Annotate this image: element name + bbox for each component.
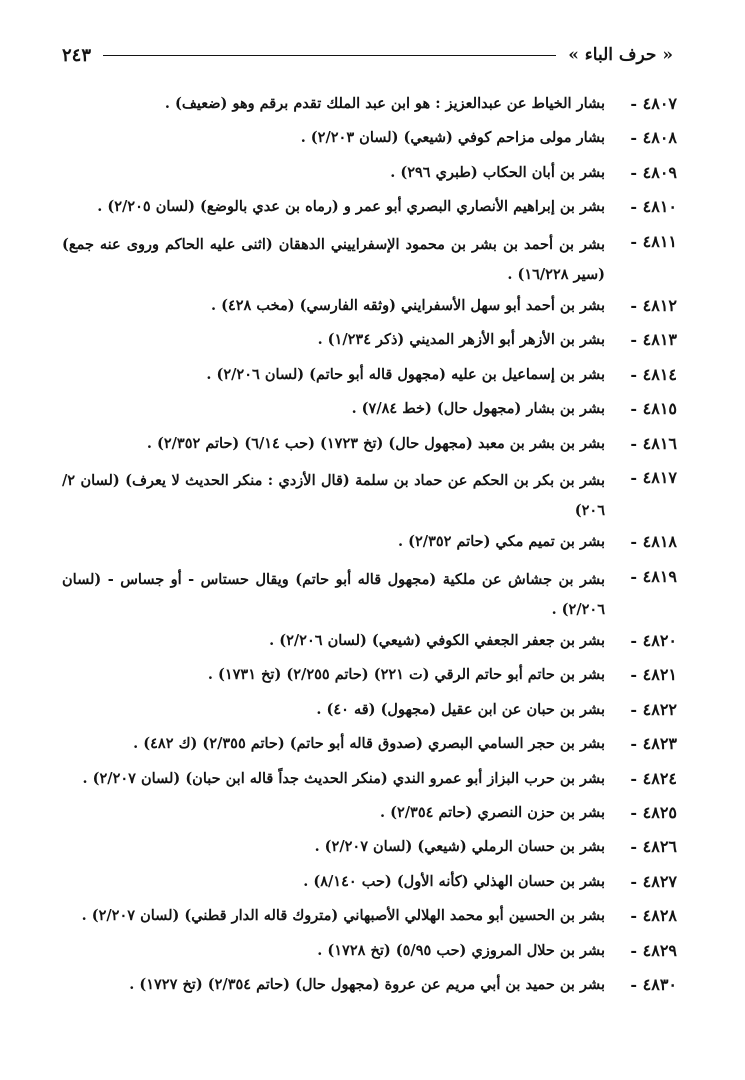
- entry-4811: [62, 230, 677, 290]
- header-rule: [103, 55, 556, 56]
- entry-4807: [62, 92, 677, 122]
- entry-number: ٤٨٠٩ -: [630, 162, 677, 182]
- entry-text: بشر بن تميم مكي (حاتم ٢/٣٥٢) .: [398, 533, 605, 551]
- entry-4820: [62, 629, 677, 659]
- entry-text: بشر بن الحسين أبو محمد الهلالي الأصبهاني (متروك قاله الدار قطني) (لسان ٢/٢٠٧) .: [81, 907, 605, 925]
- page-number: ٢٤٣: [62, 44, 92, 66]
- entry-text: بشر بن بشار (مجهول حال) (خط ٧/٨٤) .: [351, 400, 605, 418]
- entry-text: بشر بن حلال المروزي (حب ٥/٩٥) (تخ ١٧٢٨) .: [317, 941, 605, 959]
- entry-text: بشر بن حميد بن أبي مريم عن عروة (مجهول حال) (حاتم ٢/٣٥٤) (تخ ١٧٢٧) .: [129, 975, 605, 993]
- entry-text: بشر بن حجر السامي البصري (صدوق قاله أبو حاتم) (حاتم ٢/٣٥٥) (ك ٤٨٢) .: [133, 735, 605, 753]
- entry-4809: [62, 161, 677, 191]
- entry-text: بشر بن جعفر الجعفي الكوفي (شيعي) (لسان ٢/٢٠٦) .: [269, 632, 605, 650]
- entry-text: بشر بن حرب البزاز أبو عمرو الندي (منكر الحديث جداً قاله ابن حبان) (لسان ٢/٢٠٧) .: [82, 769, 605, 787]
- entry-number: ٤٨٠٨ -: [630, 128, 677, 148]
- entry-4825: [62, 801, 677, 831]
- entry-text: بشر بن حبان عن ابن عقيل (مجهول) (قه ٤٠) .: [316, 700, 605, 718]
- entry-4824: [62, 767, 677, 797]
- entry-number: ٤٨١٦ -: [630, 433, 677, 453]
- page-header: [62, 40, 673, 70]
- entry-4822: [62, 698, 677, 728]
- entry-number: ٤٨١٤ -: [630, 364, 677, 384]
- entry-4826: [62, 835, 677, 865]
- entry-4817: [62, 466, 677, 526]
- entry-number: ٤٨٢٨ -: [630, 906, 677, 926]
- entry-list: [62, 92, 677, 1007]
- running-title: « حرف الباء »: [568, 45, 673, 65]
- entry-4815: [62, 397, 677, 427]
- entry-number: ٤٨١٥ -: [630, 399, 677, 419]
- entry-number: ٤٨٢٦ -: [630, 837, 677, 857]
- entry-number: ٤٨٢١ -: [630, 665, 677, 685]
- entry-4819: [62, 565, 677, 625]
- entry-text: بشر بن حسان الرملي (شيعي) (لسان ٢/٢٠٧) .: [314, 838, 605, 856]
- entry-number: ٤٨٢٥ -: [630, 803, 677, 823]
- entry-4818: [62, 530, 677, 560]
- entry-text: بشر بن أحمد بن بشر بن محمود الإسفراييني الدهقان (اثنى عليه الحاكم وروى عنه جمع) (سير ١٦/٢٢٨) .: [62, 235, 605, 283]
- entry-number: ٤٨٢٤ -: [630, 768, 677, 788]
- entry-text: بشار مولى مزاحم كوفي (شيعي) (لسان ٢/٢٠٣) .: [300, 129, 605, 147]
- entry-text: بشر بن جشاش عن ملكية (مجهول قاله أبو حاتم) ويقال حستاس - أو جساس - (لسان ٢/٢٠٦) .: [62, 570, 605, 618]
- entry-text: بشار الخياط عن عبدالعزيز : هو ابن عبد الملك تقدم برقم وهو (ضعيف) .: [164, 95, 605, 112]
- entry-number: ٤٨١٨ -: [630, 532, 677, 552]
- entry-text: بشر بن إبراهيم الأنصاري البصري أبو عمر و (رماه بن عدي بالوضع) (لسان ٢/٢٠٥) .: [97, 198, 605, 216]
- entry-4812: [62, 294, 677, 324]
- entry-4821: [62, 663, 677, 693]
- entry-number: ٤٨١٩ -: [630, 566, 677, 586]
- entry-text: بشر بن إسماعيل بن عليه (مجهول قاله أبو حاتم) (لسان ٢/٢٠٦) .: [206, 365, 605, 383]
- entry-text: بشر بن بشر بن معبد (مجهول حال) (تخ ١٧٢٣) (حب ٦/١٤) (حاتم ٢/٣٥٢) .: [146, 434, 605, 452]
- entry-number: ٤٨١٣ -: [630, 330, 677, 350]
- entry-text: بشر بن حاتم أبو حاتم الرقي (ت ٢٢١) (حاتم ٢/٢٥٥) (تخ ١٧٣١) .: [207, 666, 605, 684]
- entry-text: بشر بن حسان الهذلي (كأنه الأول) (حب ٨/١٤٠) .: [303, 872, 605, 890]
- entry-number: ٤٨١١ -: [630, 231, 677, 251]
- entry-number: ٤٨١٢ -: [630, 295, 677, 315]
- entry-text: بشر بن حزن النصري (حاتم ٢/٣٥٤) .: [380, 804, 605, 822]
- entry-number: ٤٨٢٠ -: [630, 631, 677, 651]
- entry-4810: [62, 195, 677, 225]
- entry-4828: [62, 904, 677, 934]
- entry-4830: [62, 973, 677, 1003]
- entry-4829: [62, 939, 677, 969]
- entry-number: ٤٨٣٠ -: [630, 974, 677, 994]
- entry-number: ٤٨١٧ -: [630, 467, 677, 487]
- entry-text: بشر بن أبان الحكاب (طبري ٢٩٦) .: [390, 163, 605, 181]
- entry-4823: [62, 732, 677, 762]
- entry-number: ٤٨٢٩ -: [630, 940, 677, 960]
- entry-4808: [62, 126, 677, 156]
- entry-number: ٤٨٢٧ -: [630, 871, 677, 891]
- entry-number: ٤٨١٠ -: [630, 197, 677, 217]
- entry-number: ٤٨٢٢ -: [630, 699, 677, 719]
- entry-4813: [62, 328, 677, 358]
- entry-text: بشر بن الأزهر أبو الأزهر المديني (ذكر ١/٢٣٤) .: [317, 331, 605, 349]
- entry-text: بشر بن أحمد أبو سهل الأسفرايني (وثقه الفارسي) (مخب ٤٢٨) .: [210, 296, 605, 314]
- entry-number: ٤٨٢٣ -: [630, 734, 677, 754]
- entry-4814: [62, 363, 677, 393]
- entry-4816: [62, 432, 677, 462]
- entry-text: بشر بن بكر بن الحكم عن حماد بن سلمة (قال الأزدي : منكر الحديث لا يعرف) (لسان ٢/ ٢٠٦): [62, 471, 605, 519]
- entry-4827: [62, 870, 677, 900]
- entry-number: ٤٨٠٧ -: [630, 94, 677, 113]
